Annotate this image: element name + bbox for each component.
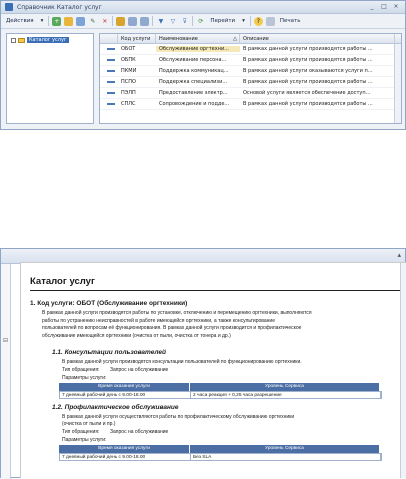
- row-description: В рамках данной услуги производятся работы ...: [243, 79, 373, 85]
- folder-icon: [18, 38, 25, 43]
- grid-header-icon-col: [100, 34, 118, 43]
- collapse-arrow-icon[interactable]: ▴: [397, 251, 401, 259]
- section-text-line: работы по устранению неисправностей в работе имеющейся оргтехники, а также консультирование: [42, 317, 275, 324]
- actions-menu[interactable]: Действия: [6, 18, 34, 24]
- services-grid[interactable]: [99, 33, 402, 124]
- row-description: В рамках данной услуги оказываются услуги п...: [243, 68, 373, 74]
- copy-icon[interactable]: [76, 17, 85, 26]
- section-text-line: В рамках данной услуги производятся работы по установке, отключению и перемещению оргтехники, выполняются: [42, 310, 312, 316]
- params-label: Параметры услуги:: [62, 437, 107, 443]
- subsection-text: (очистка от пыли и пр.): [62, 421, 116, 427]
- tree-icon[interactable]: [140, 17, 149, 26]
- section-heading: 1. Код услуги: ОБОТ (Обслуживание оргтехники): [30, 300, 188, 307]
- row-name: Обслуживание персона...: [159, 57, 227, 63]
- row-name: Предоставление электр...: [159, 90, 228, 96]
- cell-time: 7 дневный рабочий день с 9.00-18.00: [60, 392, 191, 398]
- catalog-window: [0, 0, 406, 130]
- item-icon: [107, 70, 115, 72]
- col-level-header: Уровень Сервиса: [190, 383, 380, 391]
- separator: [48, 16, 49, 26]
- row-code: СПЛС: [121, 101, 136, 107]
- goto-menu[interactable]: Перейти: [210, 18, 236, 24]
- col-time-header: Время оказания услуги: [59, 383, 190, 391]
- report-outline-margin: [1, 264, 11, 479]
- add-group-icon[interactable]: [64, 17, 73, 26]
- row-description: Основой услуги является обеспечение доступ...: [243, 90, 371, 96]
- row-description: В рамках данной услуги производятся работы ...: [243, 101, 373, 107]
- row-name: Поддержка коммуникац...: [159, 68, 229, 74]
- edit-icon[interactable]: ✎: [90, 17, 96, 25]
- delete-icon[interactable]: ✕: [102, 17, 108, 25]
- item-icon: [107, 92, 115, 94]
- row-description: В рамках данной услуги производятся работы ...: [243, 57, 373, 63]
- groups-tree[interactable]: [6, 33, 94, 124]
- request-type-value: Запрос на обслуживание: [110, 367, 169, 373]
- filter-list-icon[interactable]: ▽: [170, 17, 176, 25]
- params-table-header: [59, 383, 380, 391]
- table-row: [59, 391, 382, 399]
- row-description: В рамках данной услуги производятся работы ...: [243, 46, 373, 52]
- goto-dropdown-icon[interactable]: ▾: [242, 18, 245, 24]
- row-name: Сопровождение и подде...: [159, 101, 230, 107]
- col-level-header: Уровень Сервиса: [190, 445, 380, 453]
- row-code: ПЭЛП: [121, 90, 136, 96]
- row-name: Поддержка специализи...: [159, 79, 228, 85]
- table-row[interactable]: [100, 66, 401, 77]
- params-label: Параметры услуги:: [62, 375, 107, 381]
- item-icon: [107, 59, 115, 61]
- section-description: [42, 310, 312, 341]
- separator: [192, 16, 193, 26]
- row-name: Обслуживание оргтехни...: [156, 46, 240, 52]
- table-row[interactable]: [100, 77, 401, 88]
- row-code: ОБОТ: [121, 46, 136, 52]
- print-button[interactable]: Печать: [279, 18, 301, 24]
- actions-dropdown-icon[interactable]: ▾: [40, 18, 44, 24]
- params-table-header: [59, 445, 380, 453]
- subsection-heading: 1.2. Профилактическое обслуживание: [52, 404, 179, 411]
- request-type-label: Тип обращения:: [62, 367, 100, 373]
- section-text-line: обслуживание имеющейся оргтехники (очистка от пыли, очистка от тонера и др.): [42, 333, 231, 340]
- table-row: [59, 453, 382, 461]
- separator: [152, 16, 153, 26]
- item-icon: [107, 81, 115, 83]
- table-row[interactable]: [100, 44, 401, 55]
- grid-header-description[interactable]: Описание: [240, 34, 395, 43]
- cell-level: 2 часа реакция + 0,25 часа разрешение: [191, 392, 381, 398]
- title-divider: [30, 290, 400, 291]
- grid-header-name[interactable]: [156, 34, 240, 43]
- add-icon[interactable]: +: [54, 17, 60, 25]
- table-row[interactable]: [100, 55, 401, 66]
- help-icon[interactable]: ?: [254, 17, 263, 26]
- separator: [250, 16, 251, 26]
- sort-asc-icon: △: [233, 36, 237, 42]
- subsection-heading: 1.1. Консультации пользователей: [52, 349, 166, 356]
- expand-box-icon[interactable]: [11, 38, 16, 43]
- col-time-header: Время оказания услуги: [59, 445, 190, 453]
- grid-header-name-label: Наименование: [159, 36, 198, 42]
- grid-header: [100, 34, 401, 44]
- grid-scrollbar[interactable]: [394, 44, 401, 123]
- separator: [112, 16, 113, 26]
- clear-filter-icon[interactable]: ⊽: [182, 17, 188, 25]
- filter-icon[interactable]: ▼: [158, 17, 164, 25]
- window-titlebar[interactable]: [1, 1, 405, 14]
- tree-item-catalog[interactable]: [11, 37, 89, 43]
- row-code: ОБПК: [121, 57, 136, 63]
- item-icon: [107, 103, 115, 105]
- cell-level: Без SLA: [191, 454, 381, 460]
- table-row[interactable]: [100, 88, 401, 99]
- row-code: ПСПО: [121, 79, 136, 85]
- hierarchy-icon[interactable]: [116, 17, 125, 26]
- cell-time: 7 дневный рабочий день с 9.00-18.00: [60, 454, 191, 460]
- subsection-text: В рамках данной услуги производятся консультации пользователей по функционированию оргтехники.: [62, 359, 302, 365]
- close-button[interactable]: ×: [393, 3, 399, 10]
- subsection-text: В рамках данной услуги осуществляются работы по профилактическому обслуживанию оргтехники: [62, 414, 295, 420]
- app-icon: [5, 3, 13, 11]
- group-marker-icon[interactable]: ⊟: [3, 337, 9, 344]
- report-scrollbar[interactable]: [400, 263, 406, 478]
- item-icon: [107, 48, 115, 50]
- request-type-value: Запрос на обслуживание: [110, 429, 169, 435]
- list-icon[interactable]: [128, 17, 137, 26]
- request-type-label: Тип обращения:: [62, 429, 100, 435]
- toolbar: [1, 14, 405, 29]
- table-row[interactable]: [100, 99, 401, 110]
- refresh-icon[interactable]: ⟳: [198, 17, 204, 25]
- grid-header-code[interactable]: Код услуги: [118, 34, 156, 43]
- window-title: Справочник Каталог услуг: [17, 3, 102, 11]
- section-text-line: пользователей по вопросам её функционирования. В рамках данной услуги производится и профилактическое: [42, 325, 302, 332]
- maximize-button[interactable]: □: [381, 3, 387, 10]
- row-code: ПКМИ: [121, 68, 137, 74]
- print-icon[interactable]: [266, 17, 275, 26]
- minimize-button[interactable]: _: [370, 3, 374, 10]
- tree-item-label: Каталог услуг: [29, 37, 67, 43]
- report-title: Каталог услуг: [30, 276, 95, 287]
